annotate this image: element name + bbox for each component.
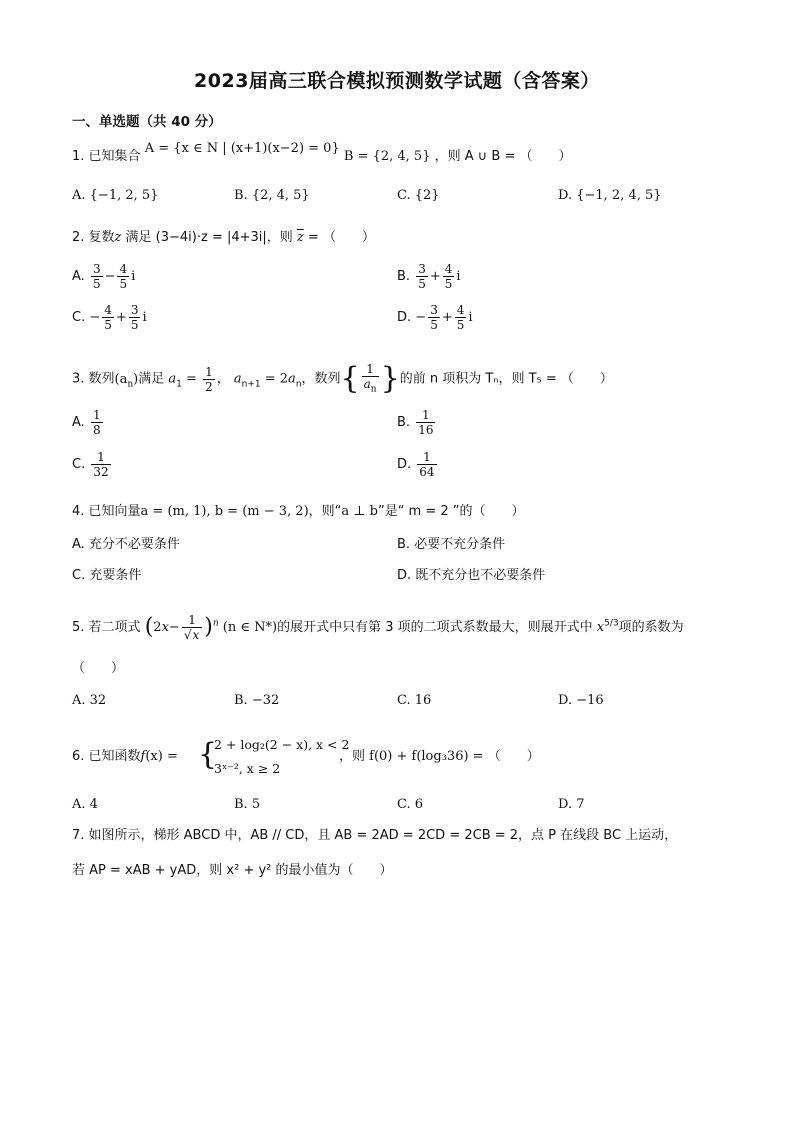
question-2-ask: = （ ） [303,230,375,245]
question-1 [72,141,572,166]
question-3-option-c: C. $\frac{1}{32}$ [72,450,109,479]
question-4-option-c: C. 充要条件 [72,568,142,583]
question-1-set-a: A = {x ∈ N | (x+1)(x−2) = 0} [144,141,340,156]
question-3-option-b: B. $\frac{1}{16}$ [397,408,434,437]
question-6-option-c: C. 6 [397,797,424,812]
question-2-option-c: C. − $\frac{4}{5}$ + $\frac{3}{5}$ i [72,303,147,332]
question-1-set-b: B = {2, 4, 5} [343,149,431,164]
question-1-prefix: 1. 已知集合 [72,149,141,164]
question-2-option-b: B. $\frac{3}{5}$ + $\frac{4}{5}$ i [397,262,461,291]
question-3-option-d: D. $\frac{1}{64}$ [397,450,435,479]
question-5-option-b: B. −32 [234,693,280,708]
question-4-option-d: D. 既不充分也不必要条件 [397,568,546,583]
question-6-option-b: B. 5 [234,797,261,812]
page-title: 2023届高三联合模拟预测数学试题（含答案） [194,70,600,92]
question-6-piece-1: 2 + log₂(2 − x), x < 2 [214,737,350,752]
question-5-option-d: D. −16 [558,693,604,708]
question-6: 6. 已知函数f(x) = [72,749,178,764]
question-3-option-a: A. $\frac{1}{8}$ [72,408,101,437]
question-5-option-c: C. 16 [397,693,432,708]
question-5-option-a: A. 32 [72,693,107,708]
question-2: 2. 复数z 满足 (3−4i)·z = |4+3i|，则 $\overline{z}$ = （ ） [72,230,375,245]
question-6-ask: ，则 f(0) + f(log₃36) = （ ） [339,749,540,764]
question-6-option-d: D. 7 [558,797,585,812]
question-2-option-a: A. $\frac{3}{5}$ − $\frac{4}{5}$ i [72,262,136,291]
question-3: 3. 数列$(a_n)$满足 $a_1$ = $\frac{1}{2}$ ， $a_{n+1} = 2a_n$，数列{ $\frac{1}{a_n}$ }的前 n 项积为 Tₙ，则 T₅ = （ ） [72,361,613,397]
question-1-option-d: D. {−1, 2, 4, 5} [558,188,662,203]
question-7-line-1: 7. 如图所示，梯形 ABCD 中，AB // CD，且 AB = 2AD = 2CD = 2CB = 2，点 P 在线段 BC 上运动， [72,828,678,843]
question-6-piece-2: 3ˣ⁻², x ≥ 2 [214,761,281,776]
question-4-option-a: A. 充分不必要条件 [72,537,180,552]
question-4: 4. 已知向量a = (m, 1), b = (m − 3, 2)，则“a ⊥ b”是“ m = 2 ”的（ ） [72,504,525,519]
question-1-ask: ，则 A ∪ B = （ ） [434,149,572,164]
section-heading: 一、单选题（共 40 分） [72,114,222,130]
question-1-option-b: B. {2, 4, 5} [234,188,310,203]
question-7-line-2: 若 AP = xAB + yAD，则 x² + y² 的最小值为（ ） [72,863,393,878]
question-1-option-c: C. {2} [397,188,440,203]
question-2-prefix: 2. 复数 [72,230,115,245]
piecewise-brace: { [198,737,218,772]
question-5: 5. 若二项式 (2x− $\frac{1}{√x}$ )$^n$ (n ∈ N*)的展开式中只有第 3 项的二项式系数最大，则展开式中 $x^{5/3}$项的系数为 [72,613,684,642]
question-6-option-a: A. 4 [72,797,98,812]
question-2-condition: 满足 (3−4i)·z = |4+3i|，则 [125,230,293,245]
question-5-answer-paren: （ ） [72,661,125,676]
question-2-option-d: D. − $\frac{3}{5}$ + $\frac{4}{5}$ i [397,303,473,332]
question-1-option-a: A. {−1, 2, 5} [72,188,159,203]
question-4-option-b: B. 必要不充分条件 [397,537,506,552]
